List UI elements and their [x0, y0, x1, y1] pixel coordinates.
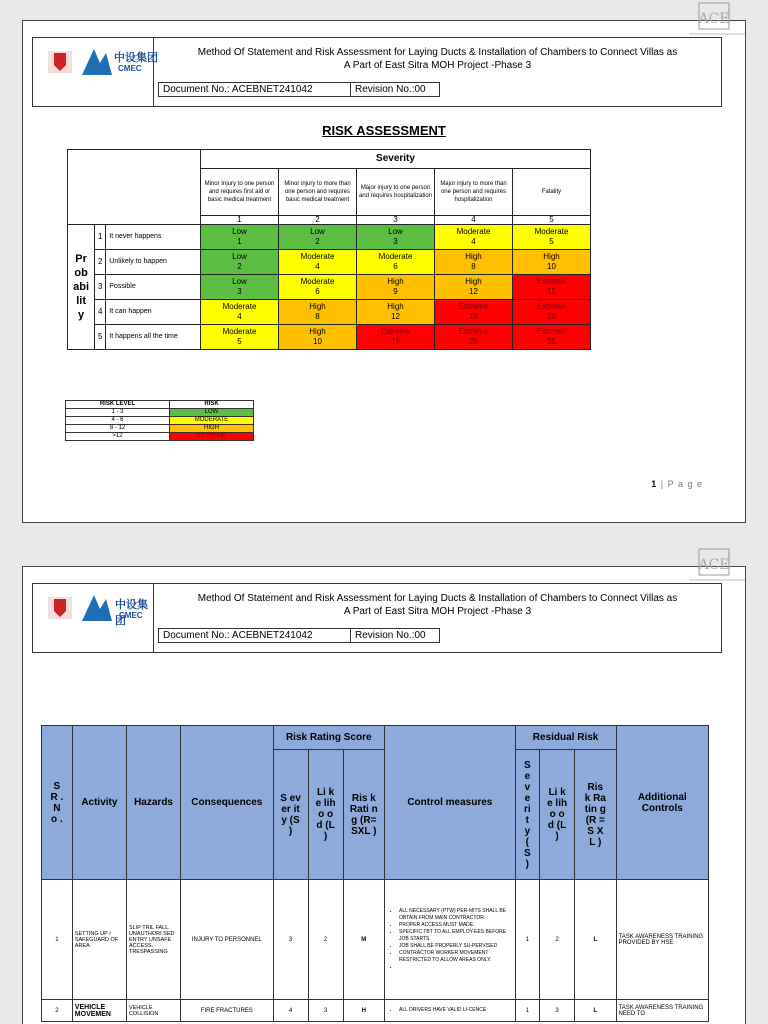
cell-score: 8	[471, 262, 476, 271]
cell-activity: VEHICLE MOVEMEN	[72, 1000, 126, 1022]
matrix-cell	[513, 250, 591, 275]
document-title	[154, 38, 722, 83]
severity-num-5: 5	[513, 216, 591, 225]
cell-hazards: SLIP TRIL FALL. UNAUTHORI SED ENTRY UNSAFE ACCESS. TRESPASSING	[126, 880, 180, 1000]
matrix-cell	[279, 300, 357, 325]
legend-range: 4 - 6	[66, 417, 170, 425]
matrix-cell	[435, 225, 513, 250]
matrix-cell	[435, 325, 513, 350]
cell-no: 2	[42, 1000, 73, 1022]
cell-controls	[385, 1000, 516, 1022]
cell-score: 10	[313, 337, 322, 346]
cell-hazards: VEHICLE COLLISION	[126, 1000, 180, 1022]
cell-score: 5	[237, 337, 242, 346]
title-line-2: A Part of East Sitra MOH Project -Phase 3	[343, 606, 532, 617]
matrix-cell	[279, 225, 357, 250]
severity-desc-1: Minor Injury to one person and requires first aid or basic medical treatment	[201, 169, 279, 216]
legend-range: >12	[66, 433, 170, 441]
col-residual-risk: Ris k Ra tin g (R =S XL )	[575, 750, 616, 880]
matrix-cell	[435, 250, 513, 275]
matrix-cell	[201, 275, 279, 300]
cell-level: Extreme	[536, 277, 567, 286]
probability-label-part: lit	[76, 295, 86, 307]
cell-score: 12	[391, 312, 400, 321]
col-likelihood: Li ke lih o o d (L )	[308, 750, 343, 880]
cell-s: 4	[273, 1000, 308, 1022]
cell-score: 25	[547, 337, 556, 346]
matrix-cell	[513, 275, 591, 300]
severity-num-4: 4	[435, 216, 513, 225]
matrix-cell	[201, 325, 279, 350]
probability-label-part: y	[78, 309, 85, 321]
legend-range: 1 - 3	[66, 409, 170, 417]
legend-risk: MODERATE	[170, 417, 254, 425]
matrix-cell	[201, 225, 279, 250]
cell-rl: 2	[540, 880, 575, 1000]
ace-company-logo	[685, 1, 747, 41]
cell-level: Moderate	[222, 302, 257, 311]
title-line-1: Method Of Statement and Risk Assessment for Laying Ducts & Installation of Chambers to Connect Villas as	[197, 47, 678, 58]
title-line-2: A Part of East Sitra MOH Project -Phase 3	[343, 60, 532, 71]
col-sr-no: S R . N o .	[42, 726, 73, 880]
cell-score: 12	[469, 287, 478, 296]
cell-score: 2	[315, 237, 320, 246]
col-control-measures: Control measures	[385, 726, 516, 880]
group-risk-rating-score: Risk Rating Score	[273, 726, 385, 750]
cell-level: Moderate	[534, 227, 569, 236]
cell-level: Moderate	[300, 252, 335, 261]
risk-level-legend	[65, 400, 254, 441]
cell-score: 16	[469, 312, 478, 321]
cell-level: Low	[232, 277, 247, 286]
document-page-2	[22, 557, 746, 1024]
likelihood-num: 4	[95, 300, 106, 325]
cell-r: M	[343, 880, 384, 1000]
cell-rs: 1	[515, 1000, 539, 1022]
cell-level: High	[465, 252, 482, 261]
revision-number: Revision No.:00	[351, 628, 440, 643]
page-label: | P a g e	[657, 479, 703, 489]
cell-level: Low	[310, 227, 325, 236]
cell-controls	[385, 880, 516, 1000]
cell-level: High	[309, 302, 326, 311]
document-header	[32, 37, 722, 109]
table-row	[42, 1000, 709, 1022]
cell-consequences: INJURY TO PERSONNEL	[181, 880, 273, 1000]
matrix-cell	[357, 300, 435, 325]
control-measure: • ALL DRIVERS HAVE VALID LI-CENCE	[399, 1007, 513, 1014]
cell-score: 1	[237, 237, 242, 246]
likelihood-num: 5	[95, 325, 106, 350]
cell-l: 2	[308, 880, 343, 1000]
document-title	[154, 584, 722, 629]
cell-rs: 1	[515, 880, 539, 1000]
cell-rl: 3	[540, 1000, 575, 1022]
col-residual-severity: S e v e ri t y ( S )	[515, 750, 539, 880]
cell-level: Extreme	[536, 302, 567, 311]
likelihood-num: 3	[95, 275, 106, 300]
page-number-value: 1	[651, 479, 658, 489]
cell-level: High	[387, 302, 404, 311]
document-page-1	[22, 11, 746, 523]
header-logos	[33, 38, 158, 107]
matrix-cell	[435, 275, 513, 300]
cell-score: 10	[547, 262, 556, 271]
col-severity: S ev er ity (S )	[273, 750, 308, 880]
risk-assessment-title: RISK ASSESSMENT	[322, 123, 446, 138]
document-number: Document No.: ACEBNET241042	[158, 82, 351, 97]
legend-header-level: RISK LEVEL	[66, 401, 170, 409]
cmec-chinese-name: 中设集团	[115, 598, 148, 627]
risk-matrix	[67, 149, 591, 350]
severity-header: Severity	[201, 150, 591, 169]
col-risk-rating: Ris k Rati ng (R= SXL )	[343, 750, 384, 880]
matrix-cell	[357, 275, 435, 300]
cell-score: 4	[237, 312, 242, 321]
cell-score: 3	[237, 287, 242, 296]
cell-score: 3	[393, 237, 398, 246]
cell-level: High	[543, 252, 560, 261]
cell-score: 15	[391, 337, 400, 346]
col-consequences: Consequences	[181, 726, 273, 880]
cell-score: 20	[547, 312, 556, 321]
col-residual-likelihood: Li ke lih o o d (L )	[540, 750, 575, 880]
cell-score: 6	[315, 287, 320, 296]
cmec-chinese-name: 中设集团	[114, 51, 158, 64]
severity-num-3: 3	[357, 216, 435, 225]
cell-level: Low	[232, 227, 247, 236]
cell-level: Extreme	[536, 327, 567, 336]
cell-score: 4	[471, 237, 476, 246]
cell-score: 8	[315, 312, 320, 321]
table-row	[42, 880, 709, 1000]
ace-company-logo	[685, 547, 747, 587]
matrix-cell	[357, 325, 435, 350]
group-residual-risk: Residual Risk	[515, 726, 616, 750]
cell-no: 1	[42, 880, 73, 1000]
legend-range: 8 - 12	[66, 425, 170, 433]
cell-level: Moderate	[222, 327, 257, 336]
document-info-row	[154, 82, 722, 106]
likelihood-label: It happens all the time	[106, 325, 201, 350]
document-info-row	[154, 628, 722, 652]
cell-score: 9	[393, 287, 398, 296]
cell-level: Moderate	[378, 252, 413, 261]
risk-rating-table	[41, 725, 709, 1022]
cmec-name: CMEC	[119, 611, 143, 620]
likelihood-label: Possible	[106, 275, 201, 300]
document-number: Document No.: ACEBNET241042	[158, 628, 351, 643]
matrix-cell	[435, 300, 513, 325]
legend-header-risk: RISK	[170, 401, 254, 409]
matrix-cell	[357, 225, 435, 250]
severity-num-1: 1	[201, 216, 279, 225]
cell-rr: L	[575, 1000, 616, 1022]
cell-level: High	[465, 277, 482, 286]
control-measure: • PROPER ACCESS MUST MADE.	[399, 922, 513, 929]
document-header	[32, 583, 722, 655]
likelihood-num: 1	[95, 225, 106, 250]
cell-activity: SETTING UP / SAFEGUARD OF AREA	[72, 880, 126, 1000]
control-measure: • ALL NECESSARY (PTW) PER-MITS SHALL BE OBTAIN FROM MAIN CONTRACTOR.	[399, 908, 513, 922]
cell-score: 5	[549, 237, 554, 246]
svg-text:ACE: ACE	[698, 557, 730, 573]
cell-level: Extreme	[380, 327, 411, 336]
cmec-name: CMEC	[118, 64, 142, 73]
cell-level: High	[309, 327, 326, 336]
cell-rr: L	[575, 880, 616, 1000]
cell-score: 2	[237, 262, 242, 271]
probability-label	[68, 225, 95, 350]
cell-score: 15	[547, 287, 556, 296]
cell-level: Extreme	[458, 327, 489, 336]
legend-risk: LOW	[170, 409, 254, 417]
matrix-cell	[279, 325, 357, 350]
severity-desc-5: Fatality	[513, 169, 591, 216]
cell-consequences: FIRE FRACTURES	[181, 1000, 273, 1022]
legend-risk: EXTREME	[170, 433, 254, 441]
matrix-cell	[201, 250, 279, 275]
matrix-cell	[279, 275, 357, 300]
svg-text:ACE: ACE	[698, 11, 730, 27]
page-number	[651, 479, 703, 489]
cell-level: Low	[388, 227, 403, 236]
matrix-cell	[513, 300, 591, 325]
cell-level: High	[387, 277, 404, 286]
matrix-cell	[279, 250, 357, 275]
matrix-cell	[357, 250, 435, 275]
header-logos	[33, 584, 154, 653]
severity-desc-2: Minor injury to more than one person and requires basic medical treatment	[279, 169, 357, 216]
cell-additional: TASK AWARENESS TRAINING PROVIDED BY HSE	[616, 880, 708, 1000]
page-gap	[0, 523, 768, 566]
control-measure: • SPECIFIC TBT TO ALL EMPLOY-EES BEFORE JOB STARTS	[399, 929, 513, 943]
severity-num-2: 2	[279, 216, 357, 225]
title-line-1: Method Of Statement and Risk Assessment for Laying Ducts & Installation of Chambers to Connect Villas as	[197, 593, 678, 604]
cell-level: Moderate	[300, 277, 335, 286]
probability-label-part: abi	[73, 281, 90, 293]
likelihood-label: Unlikely to happen	[106, 250, 201, 275]
cell-r: H	[343, 1000, 384, 1022]
col-hazards: Hazards	[126, 726, 180, 880]
col-activity: Activity	[72, 726, 126, 880]
cell-score: 4	[315, 262, 320, 271]
severity-desc-4: Major injury to more than one person and requires hospitalization	[435, 169, 513, 216]
matrix-corner	[68, 150, 201, 225]
cell-score: 20	[469, 337, 478, 346]
severity-desc-3: Major injury to one person and requires hospitalization	[357, 169, 435, 216]
control-measure	[399, 964, 513, 971]
legend-risk: HIGH	[170, 425, 254, 433]
probability-label-part: Pr	[75, 253, 87, 265]
control-measure: • CONTRACTOR WORKER MOVEMENT RESTRICTED TO ALLOW AREAS ONLY.	[399, 950, 513, 964]
cell-additional: TASK AWARENESS TRAINING NEED TO	[616, 1000, 708, 1022]
control-measure: • JOB SHALL BE PROPERLY SU-PERVISED	[399, 943, 513, 950]
cell-score: 6	[393, 262, 398, 271]
cell-s: 3	[273, 880, 308, 1000]
likelihood-label: It never happens	[106, 225, 201, 250]
matrix-cell	[201, 300, 279, 325]
cell-l: 3	[308, 1000, 343, 1022]
cell-level: Extreme	[458, 302, 489, 311]
likelihood-num: 2	[95, 250, 106, 275]
likelihood-label: It can happen	[106, 300, 201, 325]
matrix-cell	[513, 225, 591, 250]
cell-level: Moderate	[456, 227, 491, 236]
probability-label-part: ob	[74, 267, 88, 279]
matrix-cell	[513, 325, 591, 350]
col-additional-controls: Additional Controls	[616, 726, 708, 880]
revision-number: Revision No.:00	[351, 82, 440, 97]
cell-level: Low	[232, 252, 247, 261]
